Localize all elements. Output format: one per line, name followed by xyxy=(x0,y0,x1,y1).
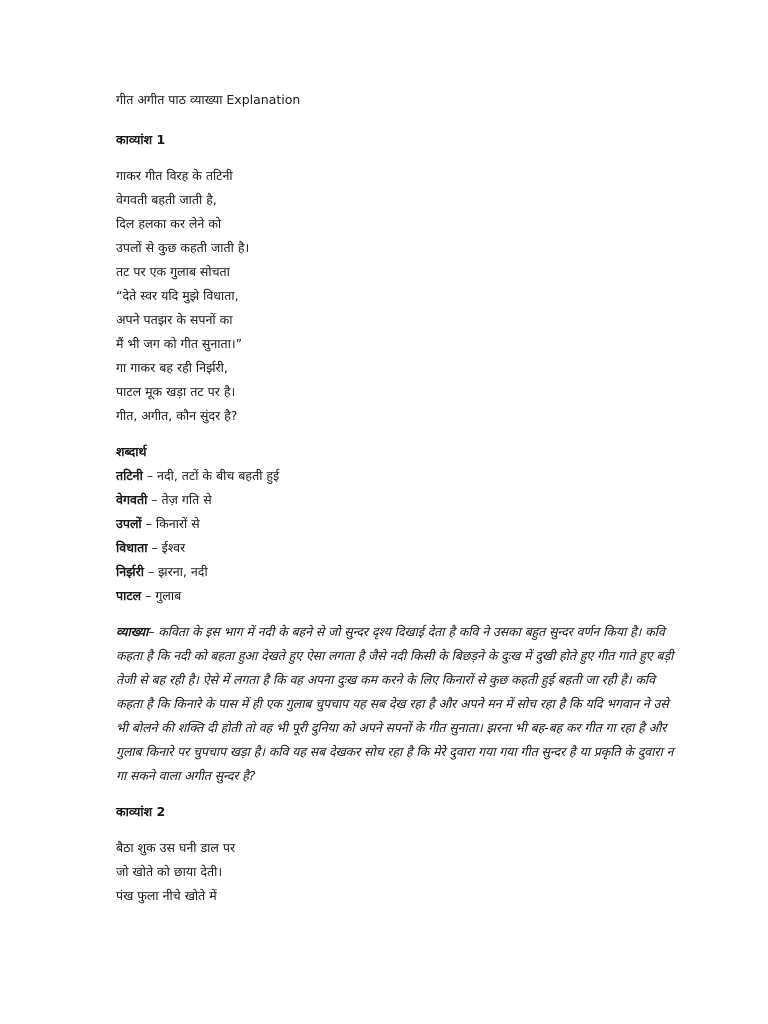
glossary-heading: शब्दार्थ xyxy=(116,444,147,459)
explanation-text: – कविता के इस भाग में नदी के बहने से जो सुन्दर दृश्य दिखाई देता है कवि ने उसका बहुत सुन्दर वर्णन किया है। कवि कहता है कि नदी को बहता हुआ देखते हुए ऐसा लगता है जैसे नदी किसी के बिछड़ने के दुःख में दुखी होते हुए गीत गाते हुए बड़ी तेजी से बह रही है। ऐसे में लगता है कि वह अपना दुःख कम करने के लिए किनारों से कुछ कहती हुई बहती जा रही है। कवि कहता है कि किनारे के पास में ही एक गुलाब चुपचाप यह सब देख रहा है और अपने मन में सोच रहा है कि यदि भगवान ने उसे भी बोलने की शक्ति दी होती तो वह भी पूरी दुनिया को अपने सपनों के गीत सुनाता। झरना भी बह-बह कर गीत गा रहा है और गुलाब किनारे पर चुपचाप खड़ा है। कवि यह सब देखकर सोच रहा है कि मेरे दुवारा गया गया गीत सुन्दर है या प्रकृति के दुवारा न गा सकने वाला अगीत सुन्दर है? xyxy=(116,624,674,783)
glossary-item xyxy=(116,560,676,584)
verse-line: “देते स्वर यदि मुझे विधाता, xyxy=(116,288,239,303)
document-title: गीत अगीत पाठ व्याख्या Explanation xyxy=(116,92,301,107)
verse-line: गीत, अगीत, कौन सुंदर है? xyxy=(116,408,238,423)
verse-line: जो खोते को छाया देती। xyxy=(116,864,223,879)
verse-line: पाटल मूक खड़ा तट पर है। xyxy=(116,384,236,399)
section-1-heading: काव्यांश 1 xyxy=(116,132,166,147)
glossary-list xyxy=(116,464,676,608)
section-2-verse xyxy=(116,836,676,908)
verse-line: गाकर गीत विरह के तटिनी xyxy=(116,168,233,183)
document-page xyxy=(116,88,676,920)
glossary-term: तटिनी xyxy=(116,468,143,483)
verse-line: दिल हलका कर लेने को xyxy=(116,216,222,231)
glossary-term: वेगवती xyxy=(116,492,148,507)
verse-line: उपलों से कुछ कहती जाती है। xyxy=(116,240,250,255)
glossary-meaning: – ईश्वर xyxy=(147,540,186,555)
glossary-item xyxy=(116,512,676,536)
glossary-term: विधाता xyxy=(116,540,148,555)
verse-line: पंख फुला नीचे खोते में xyxy=(116,888,217,903)
section-2-heading: काव्यांश 2 xyxy=(116,804,166,819)
glossary-term: निर्झरी xyxy=(116,564,144,579)
glossary-meaning: – नदी, तटों के बीच बहती हुई xyxy=(142,468,280,483)
explanation-paragraph xyxy=(116,620,676,788)
verse-line: अपने पतझर के सपनों का xyxy=(116,312,233,327)
glossary-item xyxy=(116,536,676,560)
glossary-item xyxy=(116,464,676,488)
glossary-item xyxy=(116,584,676,608)
glossary-item xyxy=(116,488,676,512)
verse-line: गा गाकर बह रही निर्झरी, xyxy=(116,360,228,375)
glossary-meaning: – तेज़ गति से xyxy=(147,492,212,507)
verse-line: तट पर एक गुलाब सोचता xyxy=(116,264,230,279)
verse-line: वेगवती बहती जाती है, xyxy=(116,192,217,207)
glossary-meaning: – किनारों से xyxy=(141,516,200,531)
glossary-term: पाटल xyxy=(116,588,142,603)
glossary-meaning: – गुलाब xyxy=(141,588,182,603)
verse-line: मैं भी जग को गीत सुनाता।” xyxy=(116,336,243,351)
explanation-label: व्याख्या xyxy=(116,624,149,639)
glossary-meaning: – झरना, नदी xyxy=(143,564,208,579)
glossary-term: उपलों xyxy=(116,516,142,531)
section-1-verse xyxy=(116,164,676,428)
verse-line: बैठा शुक उस घनी डाल पर xyxy=(116,840,236,855)
